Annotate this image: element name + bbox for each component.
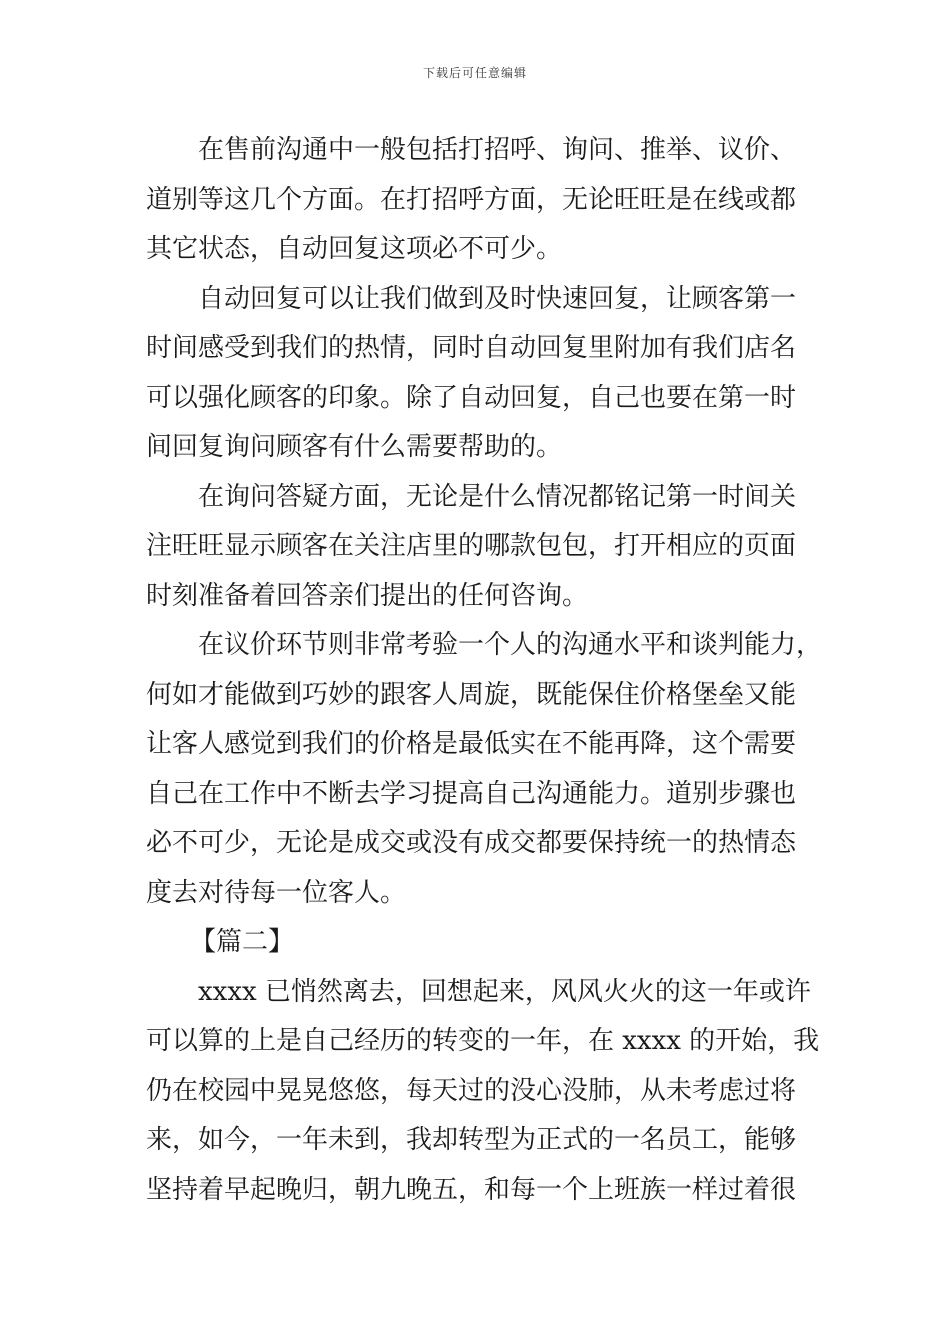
text-line: 时刻准备着回答亲们提出的任何咨询。 bbox=[146, 580, 589, 611]
text-line: 来，如今，一年未到，我却转型为正式的一名员工，能够 bbox=[146, 1125, 797, 1155]
paragraph-inquiry bbox=[146, 473, 826, 622]
text-line: 在议价环节则非常考验一个人的沟通水平和谈判能力， bbox=[198, 630, 823, 660]
text-line: 仍在校园中晃晃悠悠，每天过的没心没肺，从未考虑过将 bbox=[146, 1075, 797, 1106]
paragraph-presales-overview bbox=[146, 126, 826, 275]
text-line: 可以算的上是自己经历的转变的一年，在 xxxx 的开始，我 bbox=[146, 1026, 820, 1056]
text-line: 度去对待每一位客人。 bbox=[146, 877, 407, 908]
text-line: 可以强化顾客的印象。除了自动回复，自己也要在第一时 bbox=[146, 382, 797, 413]
text-line: 在询问答疑方面，无论是什么情况都铭记第一时间关 bbox=[198, 481, 797, 512]
document-body bbox=[146, 126, 826, 1215]
text-line: 在售前沟通中一般包括打招呼、询问、推举、议价、 bbox=[198, 135, 797, 165]
text-line: xxxx 已悄然离去，回想起来，风风火火的这一年或许 bbox=[198, 976, 811, 1007]
text-line: 间回复询问顾客有什么需要帮助的。 bbox=[146, 432, 563, 462]
page-header: 下载后可任意编辑 bbox=[422, 66, 527, 80]
paragraph-auto-reply bbox=[146, 275, 826, 473]
text-line: 自动回复可以让我们做到及时快速回复，让顾客第一 bbox=[198, 283, 797, 314]
text-line: 何如才能做到巧妙的跟客人周旋，既能保住价格堡垒又能 bbox=[146, 679, 797, 710]
section-heading: 【篇二】 bbox=[190, 927, 295, 957]
text-line: 必不可少，无论是成交或没有成交都要保持统一的热情态 bbox=[146, 828, 797, 858]
text-line: 自己在工作中不断去学习提高自己沟通能力。道别步骤也 bbox=[146, 778, 797, 809]
text-line: 注旺旺显示顾客在关注店里的哪款包包，打开相应的页面 bbox=[146, 531, 797, 561]
text-line: 道别等这几个方面。在打招呼方面，无论旺旺是在线或都 bbox=[146, 184, 797, 215]
text-line: 其它状态，自动回复这项必不可少。 bbox=[146, 234, 563, 264]
text-line: 时间感受到我们的热情，同时自动回复里附加有我们店名 bbox=[146, 333, 797, 363]
text-line: 让客人感觉到我们的价格是最低实在不能再降，这个需要 bbox=[146, 729, 797, 759]
paragraph-year-review bbox=[146, 968, 826, 1216]
text-line: 坚持着早起晚归，朝九晚五，和每一个上班族一样过着很 bbox=[146, 1174, 797, 1205]
paragraph-negotiation bbox=[146, 621, 826, 918]
